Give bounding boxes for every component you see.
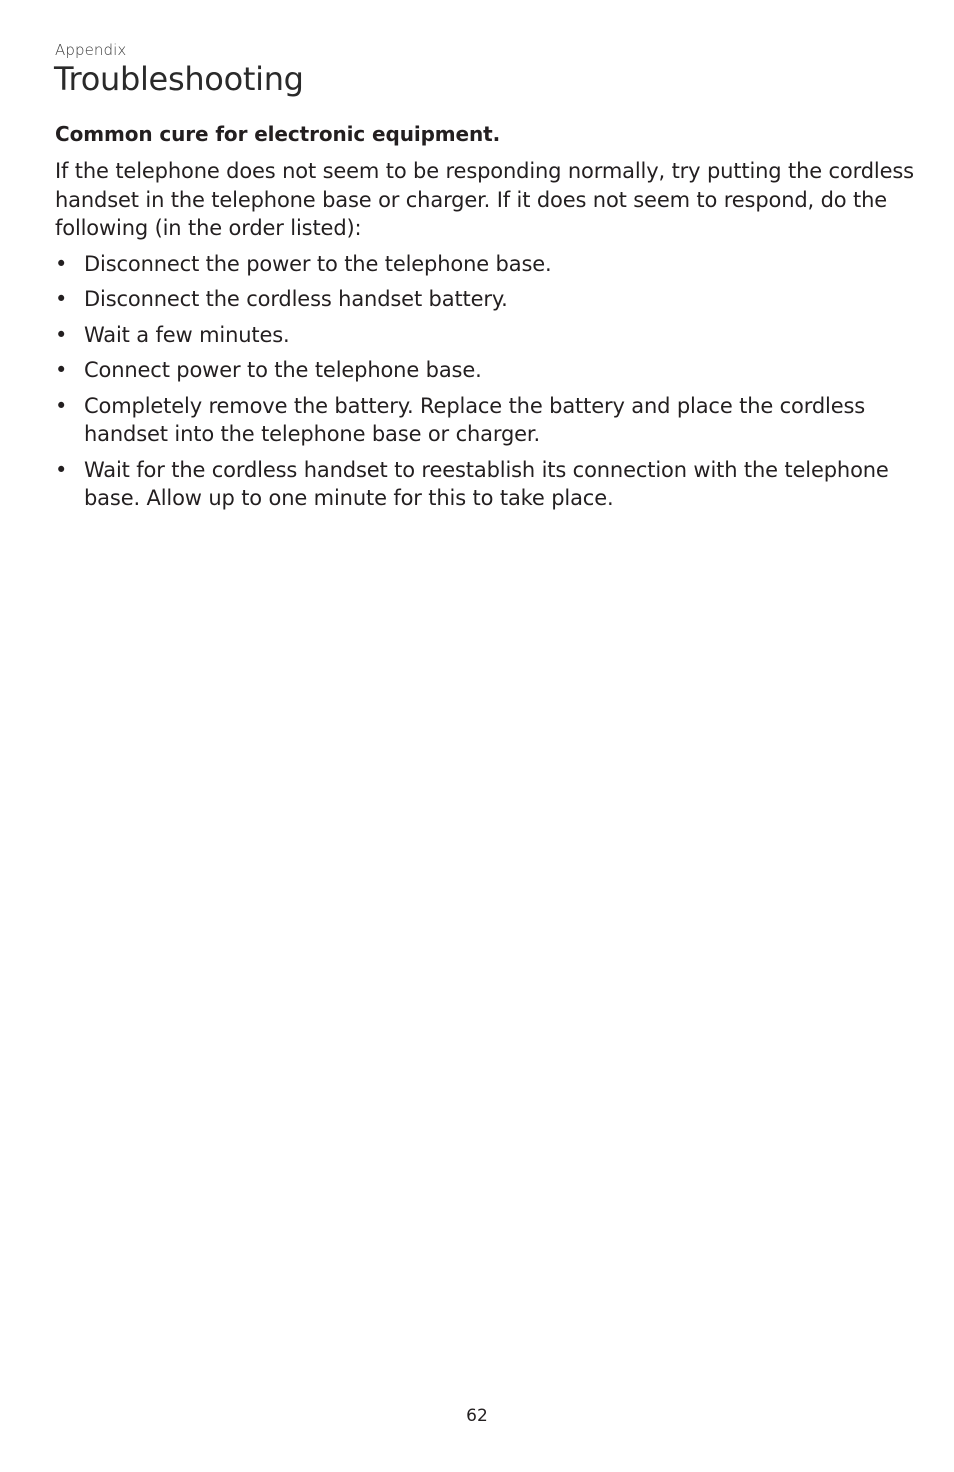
main-content xyxy=(55,120,915,520)
list-item-text: Connect power to the telephone base. xyxy=(84,358,482,382)
bullet-icon: • xyxy=(55,457,68,482)
list-item xyxy=(55,392,915,449)
list-item-text: Wait for the cordless handset to reestablish its connection with the telephone base. Allow up to one minute for this to take place. xyxy=(84,457,889,510)
bullet-icon: • xyxy=(55,251,68,276)
list-item xyxy=(55,321,915,350)
list-item-text: Disconnect the power to the telephone base. xyxy=(84,251,552,276)
page-number: 62 xyxy=(466,1406,488,1426)
bullet-icon: • xyxy=(55,287,68,311)
bullet-icon: • xyxy=(55,393,68,418)
list-item xyxy=(55,250,915,279)
subheading: Common cure for electronic equipment. xyxy=(55,122,501,146)
page-title: Troubleshooting xyxy=(54,60,304,98)
list-item xyxy=(55,356,915,385)
list-item-text: Disconnect the cordless handset battery. xyxy=(84,287,508,311)
bullet-icon: • xyxy=(55,322,68,347)
steps-list xyxy=(55,250,915,513)
list-item xyxy=(55,285,915,314)
list-item-text: Wait a few minutes. xyxy=(84,322,290,347)
section-label: Appendix xyxy=(55,41,127,59)
intro-paragraph: If the telephone does not seem to be responding normally, try putting the cordless handset in the telephone base or charger. If it does not seem to respond, do the following (in the order listed): xyxy=(55,159,914,240)
bullet-icon: • xyxy=(55,358,68,382)
list-item-text: Completely remove the battery. Replace the battery and place the cordless handset into the telephone base or charger. xyxy=(84,393,866,446)
list-item xyxy=(55,456,915,513)
